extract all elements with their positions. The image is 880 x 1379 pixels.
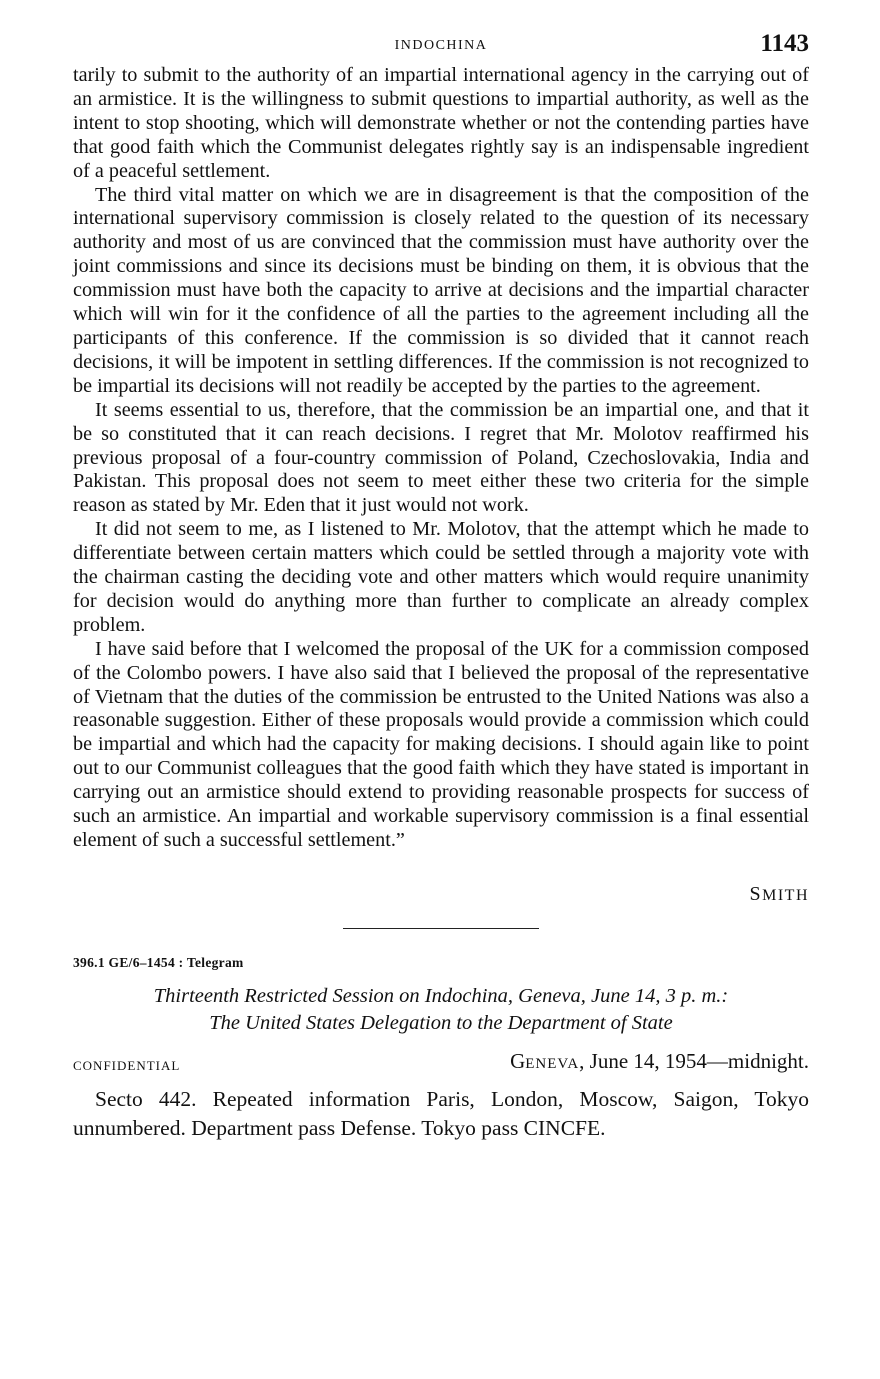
signature-initial: S — [749, 882, 763, 905]
paragraph: It did not seem to me, as I listened to Mr. Molotov, that the attempt which he made to differentiate between certain matters which could be settled through a majority vote with the chairman casting the deciding vote and other matters which would require unanimity for decision would do anything more than further to complicate an already complex problem. — [73, 518, 809, 636]
place-date — [510, 1049, 809, 1074]
place-initial: G — [510, 1048, 526, 1073]
document-title-line: The United States Delegation to the Department of State — [209, 1011, 673, 1034]
paragraph: It seems essential to us, therefore, that the commission be an impartial one, and that it be so constituted that it can reach decisions. I regret that Mr. Molotov reaffirmed his previous proposal of a four-country commission of Poland, Czechoslovakia, India and Pakistan. This proposal does not seem to meet either these two criteria for the simple reason as stated by Mr. Eden that it just would not work. — [73, 398, 809, 517]
document-page — [73, 30, 809, 1143]
file-reference: 396.1 GE/6–1454 : Telegram — [73, 954, 244, 970]
date: , June 14, 1954—midnight. — [579, 1048, 809, 1073]
place-rest: ENEVA — [525, 1055, 580, 1072]
paragraph-continued: tarily to submit to the authority of an impartial international agency in the carrying out of an armistice. It is the willingness to submit questions to impartial authority, as well as the intent to stop shooting, which will demonstrate whether or not the contending parties have that good faith which the Communist delegates rightly say is an indispensable ingredient of a peaceful settlement. — [73, 64, 809, 182]
document-title — [73, 983, 809, 1037]
page-number: 1143 — [760, 30, 809, 57]
signature-rest: MITH — [762, 886, 809, 904]
section-divider — [343, 928, 539, 929]
paragraph: The third vital matter on which we are in disagreement is that the composition of the international supervisory commission is closely related to the question of its necessary authority and most of us are convinced that the commission must have authority over the joint commissions and since its decisions must be binding on them, it is obvious that the commission must have both the capacity to arrive at decisions and the impartial character which will win for it the confidence of all the parties to the agreement including all the participants of this conference. If the commission is so divided that it cannot reach decisions, it will be impotent in settling differences. If the commission is not recognized to be impartial its decisions will not readily be accepted by the parties to the agreement. — [73, 183, 809, 397]
dateline — [73, 1049, 809, 1079]
telegram-text: Secto 442. Repeated information Paris, London, Moscow, Saigon, Tokyo unnumbered. Department pass Defense. Tokyo pass CINCFE. — [73, 1086, 809, 1140]
running-head — [73, 30, 809, 64]
body-text — [73, 64, 809, 853]
classification-label: CONFIDENTIAL — [73, 1057, 181, 1073]
signature — [73, 883, 809, 906]
running-title: INDOCHINA — [394, 38, 488, 53]
paragraph: I have said before that I welcomed the proposal of the UK for a commission composed of the Colombo powers. I have also said that I believed the proposal of the representative of Vietnam that the duties of the commission be entrusted to the United Nations was also a reasonable suggestion. Either of these proposals would provide a commission which could be impartial and which had the capacity for making decisions. I should again like to point out to our Communist colleagues that the good faith which they have stated is important in carrying out an armistice should extend to providing reasonable prospects for success of such an armistice. An impartial and workable supervisory commission is a final essential element of such a successful settlement.” — [73, 637, 809, 851]
document-title-line: Thirteenth Restricted Session on Indochina, Geneva, June 14, 3 p. m.: — [153, 984, 729, 1007]
